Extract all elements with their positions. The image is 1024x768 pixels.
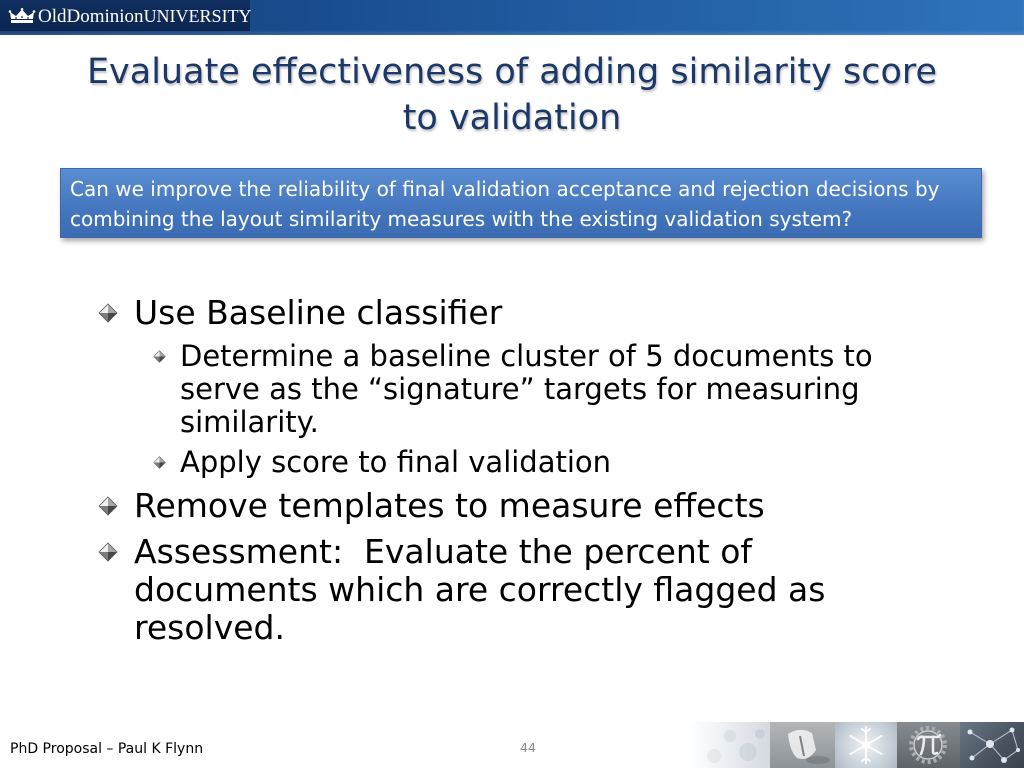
cluster-image <box>960 722 1024 768</box>
bullet-text: Use Baseline classifier <box>134 293 503 332</box>
slide-number: 44 <box>520 740 536 755</box>
diamond-bullet-icon <box>98 487 134 525</box>
bullet-item <box>98 294 920 479</box>
figure-image <box>770 722 835 768</box>
sub-bullet-list <box>153 340 920 479</box>
university-wordmark <box>38 4 252 28</box>
wordmark-university: UNIVERSITY <box>143 6 252 26</box>
sub-bullet-item <box>153 446 920 479</box>
wordmark-dominion: Dominion <box>66 6 144 27</box>
diamond-bullet-icon <box>153 446 180 479</box>
decorative-image-strip <box>690 722 1024 768</box>
sub-bullet-text: Apply score to final validation <box>180 444 612 479</box>
sub-bullet-item <box>153 340 920 439</box>
callout-text: Can we improve the reliability of final validation acceptance and rejection decisions by combining the layout similarity measures with the existing validation system? <box>70 177 940 231</box>
bullet-text: Remove templates to measure effects <box>134 486 765 525</box>
slide-title: Evaluate effectiveness of adding similarity score to validation <box>86 52 938 138</box>
crown-icon <box>8 8 36 24</box>
diamond-bullet-icon <box>98 533 134 571</box>
bullet-item <box>98 533 920 647</box>
snowflake-image <box>835 722 897 768</box>
wordmark-old: Old <box>38 6 67 27</box>
pi-gear-image <box>897 722 960 768</box>
footer-author: PhD Proposal – Paul K Flynn <box>10 741 204 757</box>
sub-bullet-text: Determine a baseline cluster of 5 documents to serve as the “signature” targets for measuring similarity. <box>180 338 882 439</box>
university-logo <box>0 0 250 31</box>
bullet-list <box>98 294 920 647</box>
bullet-text: Assessment: Evaluate the percent of documents which are correctly flagged as resolved. <box>134 532 836 647</box>
bullet-item <box>98 487 920 525</box>
diamond-bullet-icon <box>98 294 134 332</box>
faded-texture-image <box>690 722 770 768</box>
question-callout <box>60 168 982 238</box>
diamond-bullet-icon <box>153 340 180 373</box>
